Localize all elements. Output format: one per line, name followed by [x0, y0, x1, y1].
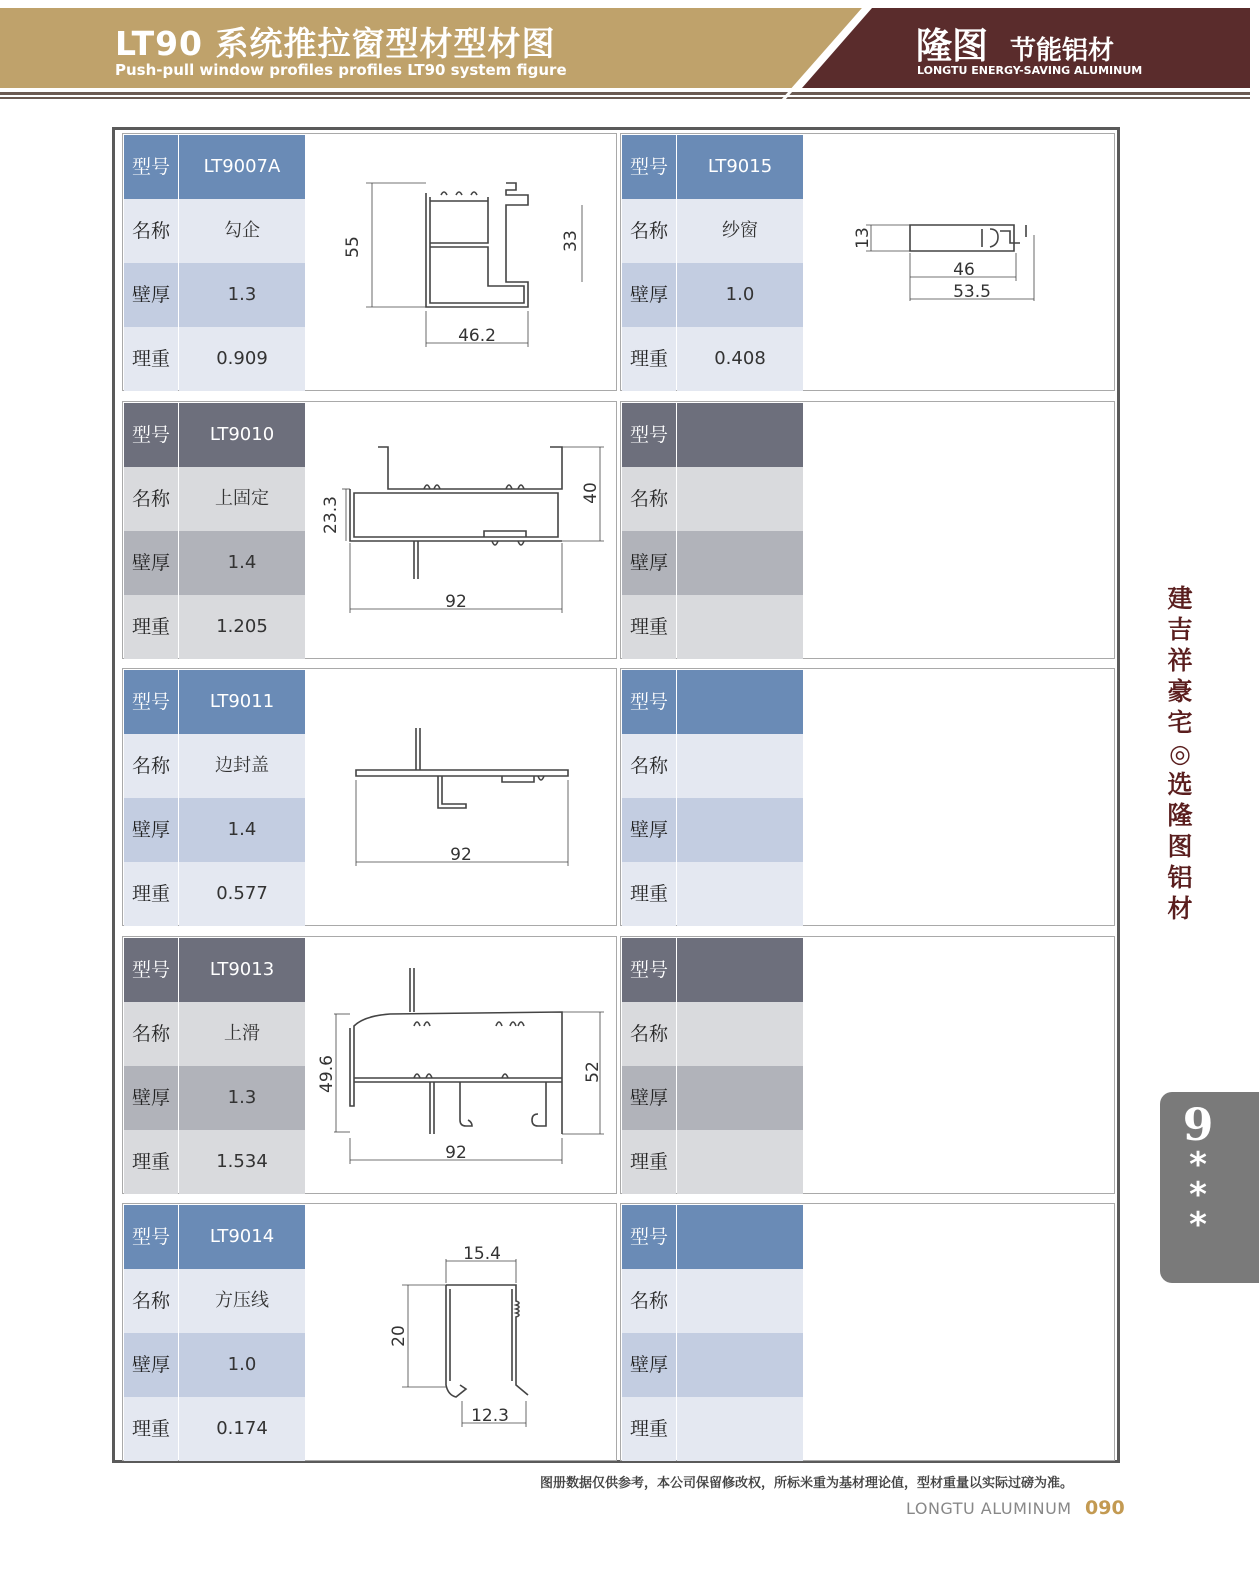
spec-row-model [622, 403, 803, 467]
page-number: 090 [1085, 1497, 1125, 1519]
profile-drawing [306, 135, 614, 390]
spec-label: 名称 [622, 199, 676, 263]
profile-card [620, 1203, 1115, 1461]
profile-card [122, 401, 617, 659]
drawing-area [306, 403, 614, 662]
spec-row-name [124, 199, 305, 263]
spec-value: LT9014 [179, 1205, 305, 1269]
drawing-area [306, 938, 614, 1197]
spec-row-weight [124, 595, 305, 659]
spec-label: 壁厚 [124, 1333, 178, 1397]
spec-value [677, 1130, 803, 1194]
spec-value: LT9011 [179, 670, 305, 734]
disclaimer-text: 图册数据仅供参考，本公司保留修改权，所标米重为基材理论值，型材重量以实际过磅为准。 [540, 1476, 1074, 1491]
spec-value: 1.205 [179, 595, 305, 659]
spec-value: 边封盖 [179, 734, 305, 798]
spec-value [677, 670, 803, 734]
dimension-label: 40 [581, 482, 601, 504]
spec-value [677, 595, 803, 659]
spec-label: 型号 [622, 135, 676, 199]
dimension-label: 55 [343, 236, 363, 258]
profile-card [122, 668, 617, 926]
profile-card [122, 1203, 617, 1461]
spec-value: 1.3 [179, 1066, 305, 1130]
spec-value: 0.909 [179, 327, 305, 391]
dimension-label: 23.3 [321, 496, 341, 534]
spec-row-weight [124, 862, 305, 926]
spec-row-name [622, 467, 803, 531]
spec-row-thickness [124, 798, 305, 862]
spec-label: 壁厚 [124, 1066, 178, 1130]
spec-value: 勾企 [179, 199, 305, 263]
spec-label: 名称 [622, 1269, 676, 1333]
spec-label: 理重 [124, 595, 178, 659]
chapter-stars: * * * [1189, 1145, 1207, 1245]
spec-row-model [622, 135, 803, 199]
dimension-label: 92 [450, 845, 472, 865]
profile-card [620, 668, 1115, 926]
spec-label: 壁厚 [622, 1066, 676, 1130]
spec-label: 名称 [124, 1269, 178, 1333]
spec-row-weight [622, 595, 803, 659]
spec-label: 壁厚 [124, 263, 178, 327]
spec-value: 0.408 [677, 327, 803, 391]
spec-value: 方压线 [179, 1269, 305, 1333]
spec-value: 上固定 [179, 467, 305, 531]
spec-label: 壁厚 [622, 531, 676, 595]
dimension-label: 49.6 [317, 1055, 337, 1093]
dimension-label: 15.4 [463, 1244, 501, 1264]
spec-value: LT9013 [179, 938, 305, 1002]
spec-row-weight [622, 1397, 803, 1461]
spec-row-name [622, 1269, 803, 1333]
spec-label: 壁厚 [124, 531, 178, 595]
spec-label: 理重 [124, 327, 178, 391]
spec-value: 1.4 [179, 531, 305, 595]
brand-tagline: 节能铝材 [1010, 36, 1115, 66]
profile-drawing [306, 938, 614, 1193]
spec-row-thickness [622, 263, 803, 327]
spec-value: 上滑 [179, 1002, 305, 1066]
spec-value [677, 1397, 803, 1461]
dimension-label: 52 [583, 1061, 603, 1083]
spec-row-thickness [622, 531, 803, 595]
spec-label: 型号 [622, 938, 676, 1002]
spec-value: 1.3 [179, 263, 305, 327]
dimension-label: 46 [953, 260, 975, 280]
spec-label: 名称 [622, 734, 676, 798]
spec-row-thickness [124, 1066, 305, 1130]
spec-label: 理重 [622, 1130, 676, 1194]
spec-label: 名称 [124, 467, 178, 531]
spec-label: 理重 [124, 862, 178, 926]
dimension-label: 53.5 [953, 282, 991, 302]
spec-row-model [622, 1205, 803, 1269]
spec-row-model [124, 135, 305, 199]
dimension-label: 92 [445, 592, 467, 612]
spec-label: 壁厚 [124, 798, 178, 862]
page-title: LT90 系统推拉窗型材型材图 [115, 24, 556, 63]
spec-value [677, 1002, 803, 1066]
spec-row-weight [124, 1397, 305, 1461]
spec-value: 0.577 [179, 862, 305, 926]
spec-label: 型号 [124, 670, 178, 734]
profile-card [620, 401, 1115, 659]
spec-row-weight [622, 862, 803, 926]
spec-row-name [124, 467, 305, 531]
spec-row-thickness [124, 263, 305, 327]
profile-drawing [306, 403, 614, 658]
spec-value: LT9015 [677, 135, 803, 199]
spec-value [677, 403, 803, 467]
spec-label: 名称 [622, 467, 676, 531]
profile-card [122, 133, 617, 391]
spec-row-name [622, 1002, 803, 1066]
spec-row-thickness [622, 1066, 803, 1130]
profile-drawing [306, 670, 614, 925]
spec-row-weight [622, 1130, 803, 1194]
spec-row-name [124, 734, 305, 798]
spec-row-thickness [124, 1333, 305, 1397]
footer-brand: LONGTU ALUMINUM [906, 1499, 1072, 1518]
drawing-area [804, 135, 1112, 394]
spec-value [677, 467, 803, 531]
spec-value [677, 1066, 803, 1130]
dimension-label: 92 [445, 1143, 467, 1163]
spec-label: 型号 [622, 670, 676, 734]
spec-label: 名称 [622, 1002, 676, 1066]
profile-card [620, 936, 1115, 1194]
spec-label: 理重 [622, 1397, 676, 1461]
spec-label: 型号 [124, 135, 178, 199]
spec-row-name [622, 734, 803, 798]
dimension-label: 12.3 [471, 1406, 509, 1426]
spec-value [677, 1269, 803, 1333]
spec-value: 1.534 [179, 1130, 305, 1194]
spec-value [677, 862, 803, 926]
spec-value [677, 1333, 803, 1397]
spec-row-weight [124, 1130, 305, 1194]
spec-row-name [124, 1002, 305, 1066]
spec-row-name [622, 199, 803, 263]
spec-value [677, 734, 803, 798]
spec-value [677, 1205, 803, 1269]
dimension-label: 13 [853, 227, 873, 249]
spec-label: 壁厚 [622, 263, 676, 327]
profile-card [620, 133, 1115, 391]
spec-label: 理重 [124, 1130, 178, 1194]
drawing-area [306, 670, 614, 929]
spec-row-model [124, 403, 305, 467]
spec-label: 壁厚 [622, 798, 676, 862]
spec-row-thickness [622, 1333, 803, 1397]
spec-label: 型号 [124, 1205, 178, 1269]
profile-card [122, 936, 617, 1194]
dimension-label: 46.2 [458, 326, 496, 346]
spec-label: 理重 [622, 327, 676, 391]
side-slogan: 建 吉 祥 豪 宅 ◎ 选 隆 图 铝 材 [1167, 584, 1193, 923]
profile-drawing [804, 135, 1112, 390]
profiles-table [112, 127, 1120, 1463]
spec-label: 名称 [124, 1002, 178, 1066]
spec-row-model [124, 670, 305, 734]
brand-english: LONGTU ENERGY-SAVING ALUMINUM [917, 64, 1143, 77]
spec-label: 理重 [124, 1397, 178, 1461]
spec-row-thickness [124, 531, 305, 595]
spec-value [677, 798, 803, 862]
spec-label: 理重 [622, 862, 676, 926]
spec-label: 名称 [124, 199, 178, 263]
drawing-area [306, 1205, 614, 1464]
spec-value: 0.174 [179, 1397, 305, 1461]
spec-row-model [124, 1205, 305, 1269]
chapter-number: 9 [1182, 1100, 1214, 1151]
spec-value [677, 531, 803, 595]
spec-label: 名称 [124, 734, 178, 798]
spec-row-thickness [622, 798, 803, 862]
drawing-area [306, 135, 614, 394]
spec-label: 型号 [124, 403, 178, 467]
spec-row-weight [124, 327, 305, 391]
spec-value [677, 938, 803, 1002]
spec-value: LT9010 [179, 403, 305, 467]
dimension-label: 20 [389, 1325, 409, 1347]
spec-label: 壁厚 [622, 1333, 676, 1397]
spec-label: 型号 [622, 1205, 676, 1269]
spec-label: 型号 [124, 938, 178, 1002]
spec-value: LT9007A [179, 135, 305, 199]
brand-logo-text: 隆图 [916, 26, 989, 67]
page-subtitle: Push-pull window profiles profiles LT90 system figure [115, 61, 567, 79]
profile-drawing [306, 1205, 614, 1460]
spec-row-name [124, 1269, 305, 1333]
spec-value: 纱窗 [677, 199, 803, 263]
spec-row-model [124, 938, 305, 1002]
dimension-label: 33 [561, 230, 581, 252]
spec-row-model [622, 670, 803, 734]
spec-value: 1.0 [677, 263, 803, 327]
spec-row-model [622, 938, 803, 1002]
spec-value: 1.4 [179, 798, 305, 862]
spec-value: 1.0 [179, 1333, 305, 1397]
spec-label: 理重 [622, 595, 676, 659]
spec-row-weight [622, 327, 803, 391]
spec-label: 型号 [622, 403, 676, 467]
